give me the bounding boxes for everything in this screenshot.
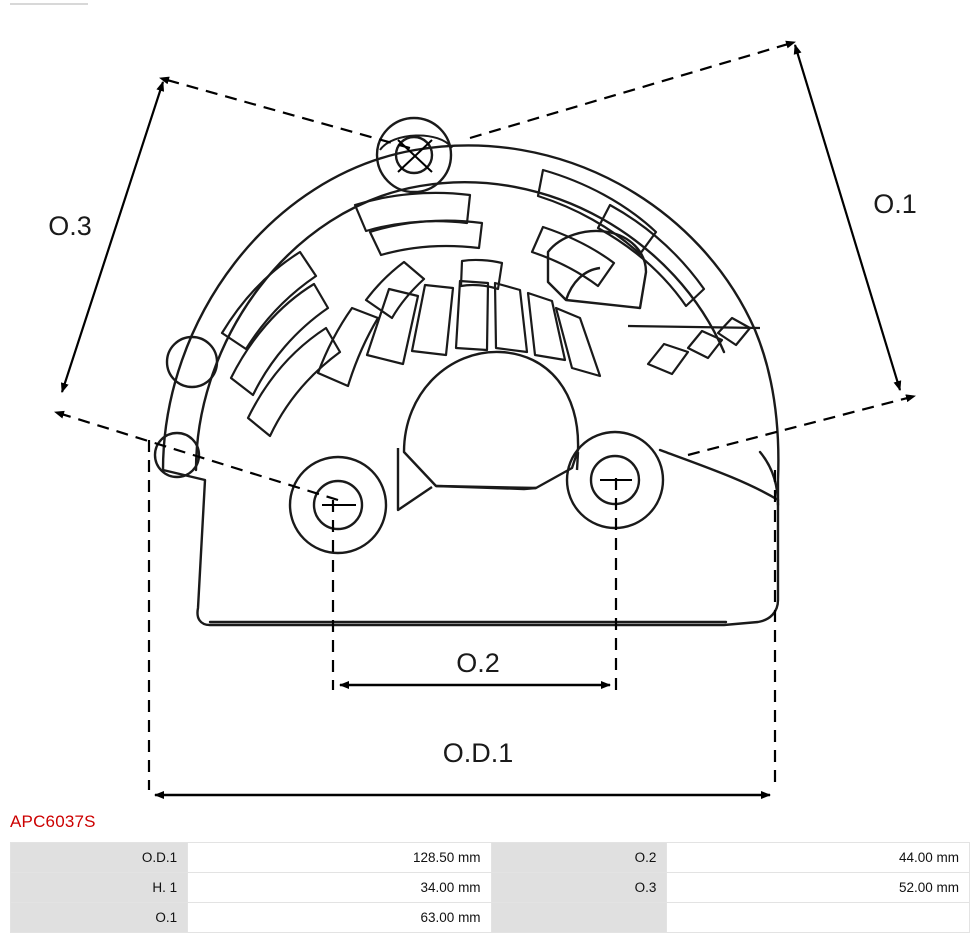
part-number: APC6037S [10, 812, 96, 831]
dimension-label-o3: O.3 [48, 211, 92, 241]
spec-value-empty [667, 903, 970, 933]
radial-fin-slots [318, 227, 614, 386]
specification-table [10, 842, 970, 933]
dimension-label-od1: O.D.1 [442, 738, 514, 768]
dimension-o3 [55, 78, 410, 500]
spec-key: H. 1 [11, 873, 188, 903]
table-row [11, 903, 970, 933]
table-row [11, 873, 970, 903]
spec-key: O.2 [491, 843, 667, 873]
spec-value: 34.00 mm [188, 873, 491, 903]
spec-value: 63.00 mm [188, 903, 491, 933]
alternator-cover-outline [163, 145, 778, 625]
center-cutout [398, 352, 578, 510]
spec-key-empty [491, 903, 667, 933]
spec-value: 52.00 mm [667, 873, 970, 903]
vent-slots-left [222, 193, 482, 436]
spec-key: O.3 [491, 873, 667, 903]
dimension-label-o1: O.1 [873, 189, 917, 219]
regulator-block [548, 231, 646, 308]
spec-value: 128.50 mm [188, 843, 491, 873]
lower-mounting-bosses [290, 432, 663, 553]
dimension-label-o2: O.2 [456, 648, 500, 678]
spec-key: O.D.1 [11, 843, 188, 873]
square-vent-holes [628, 318, 760, 374]
center-crosshairs [322, 140, 632, 505]
table-row [11, 843, 970, 873]
spec-value: 44.00 mm [667, 843, 970, 873]
spec-key: O.1 [11, 903, 188, 933]
dimension-o1 [470, 42, 915, 455]
